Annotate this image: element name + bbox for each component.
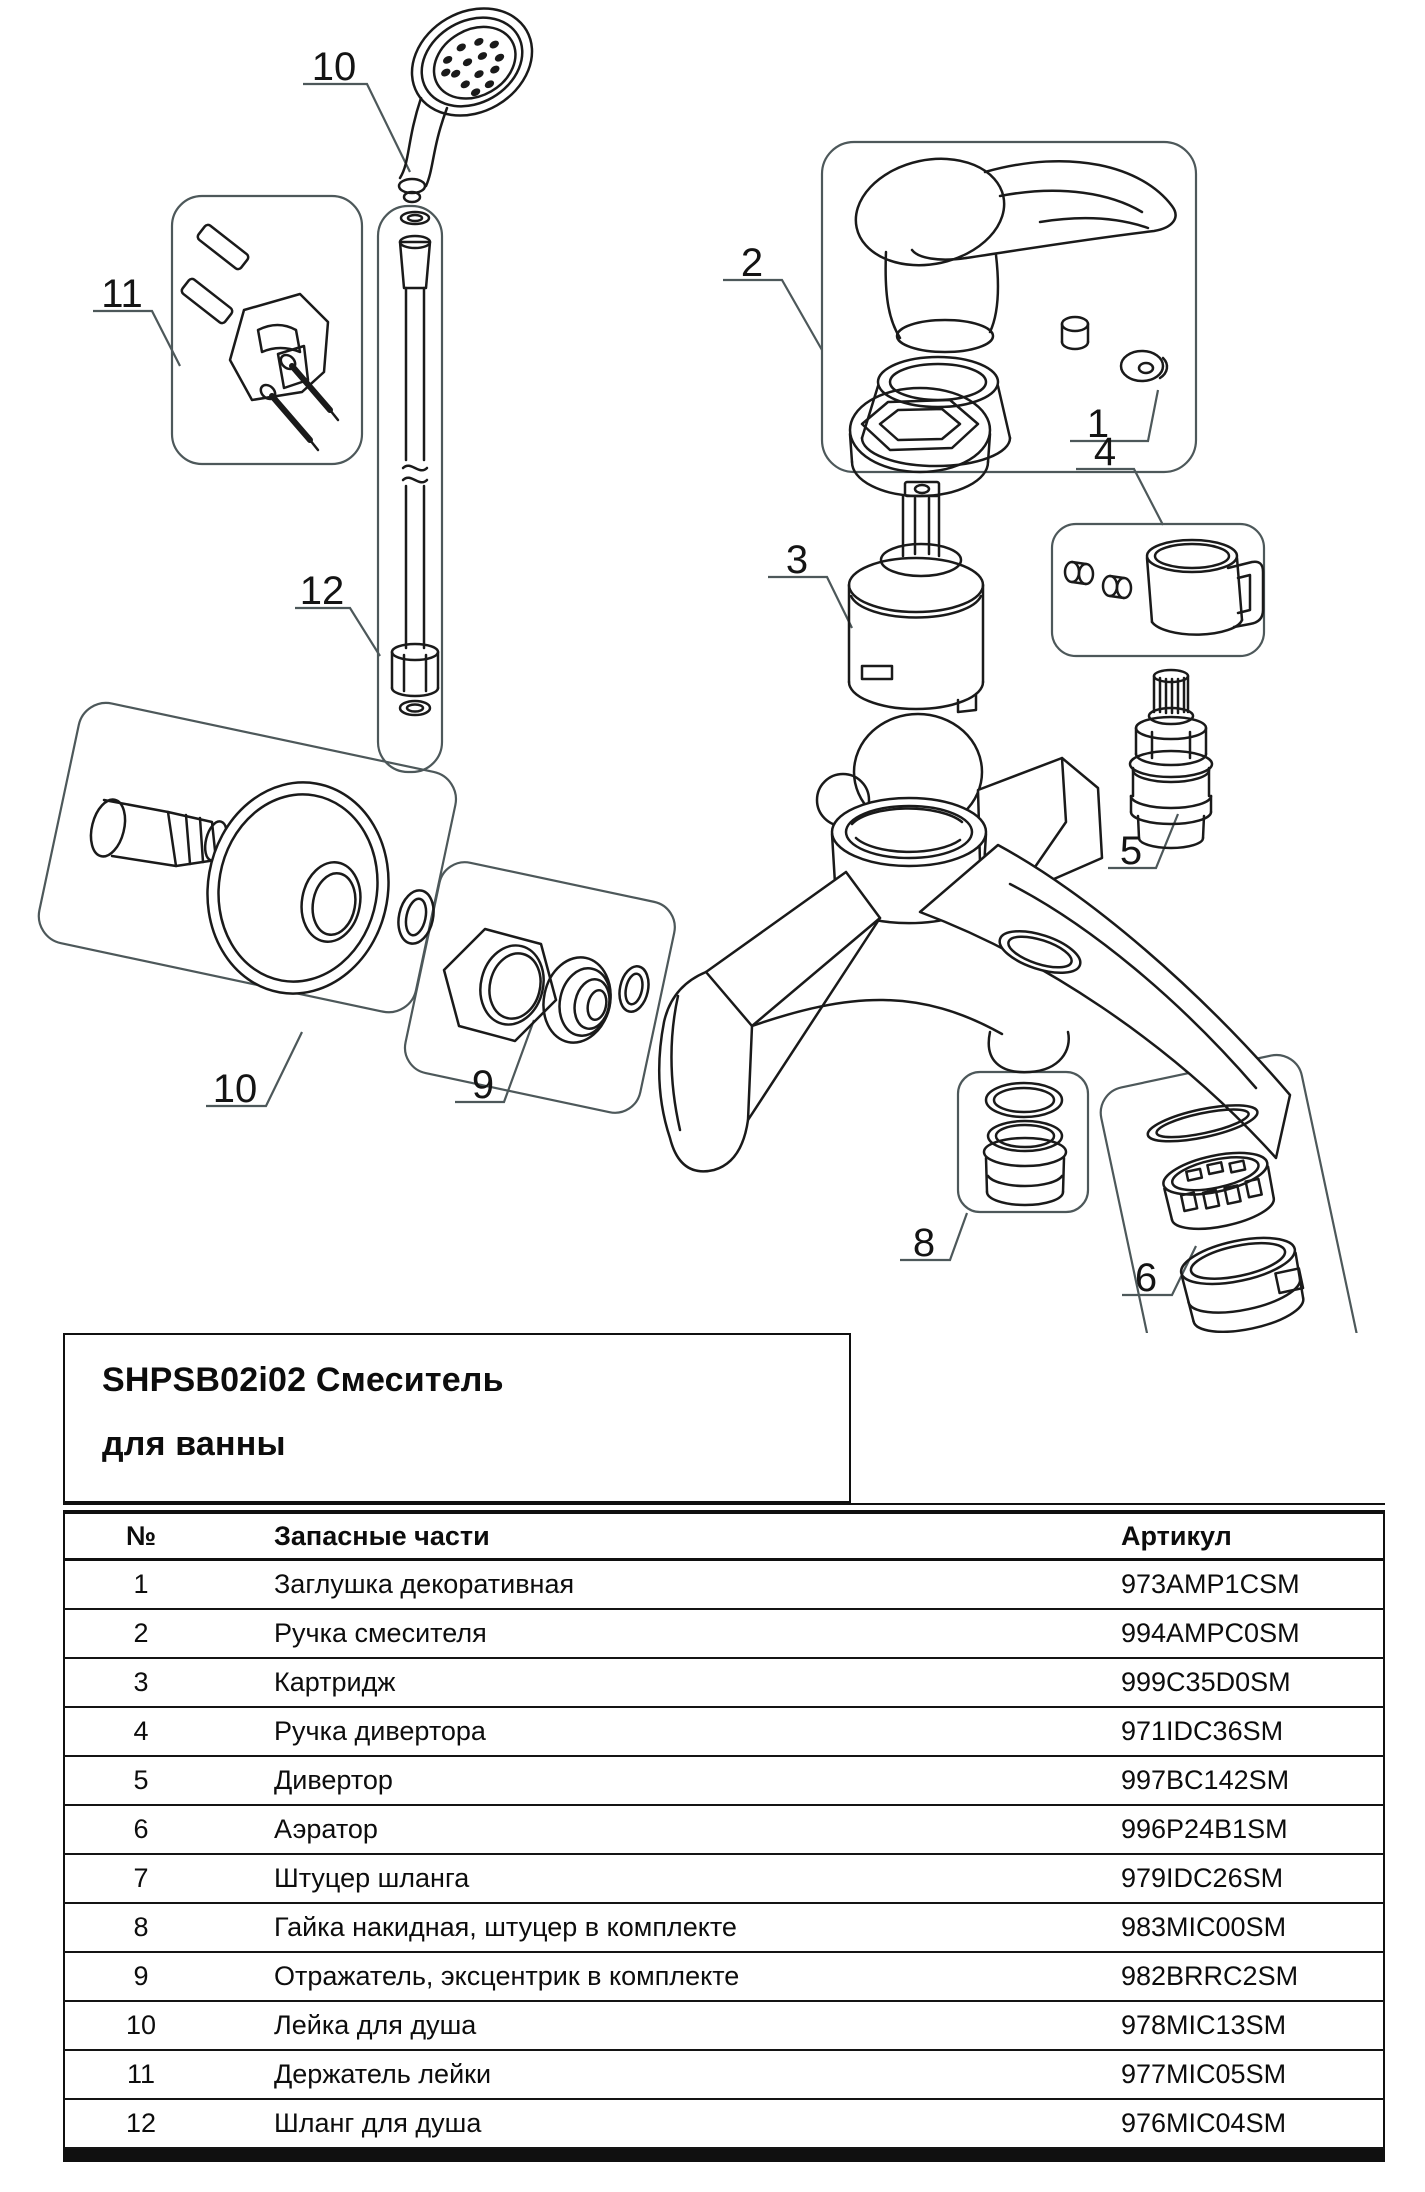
row-name: Аэратор bbox=[274, 1814, 378, 1844]
diverter-handle bbox=[1065, 540, 1263, 635]
row-no: 3 bbox=[133, 1667, 149, 1697]
row-sku: 983MIC00SM bbox=[1121, 1912, 1287, 1942]
aerator-kit bbox=[1145, 1096, 1309, 1333]
callout-box-11 bbox=[172, 196, 362, 464]
table-row bbox=[63, 2051, 1385, 2100]
callout-4: 4 bbox=[1093, 430, 1117, 474]
row-sku: 977MIC05SM bbox=[1121, 2059, 1287, 2089]
row-name: Заглушка декоративная bbox=[274, 1569, 575, 1599]
shower-holder-kit bbox=[180, 223, 338, 450]
shower-head bbox=[392, 0, 551, 202]
table-row bbox=[63, 1904, 1385, 1953]
row-no: 11 bbox=[126, 2059, 156, 2089]
table-row bbox=[63, 1806, 1385, 1855]
callout-box-4 bbox=[1052, 524, 1264, 656]
eccentric-reflector-kit bbox=[85, 768, 438, 1008]
row-name: Гайка накидная, штуцер в комплекте bbox=[274, 1912, 737, 1942]
capnut-fitting-kit bbox=[984, 1083, 1066, 1205]
header-sku: Артикул bbox=[1121, 1520, 1232, 1551]
table-row bbox=[63, 1953, 1385, 2002]
capnut-connector-kit bbox=[444, 929, 652, 1049]
row-no: 4 bbox=[133, 1716, 149, 1746]
row-sku: 997BC142SM bbox=[1121, 1765, 1290, 1795]
row-no: 8 bbox=[133, 1912, 149, 1942]
row-name: Лейка для душа bbox=[274, 2010, 477, 2040]
table-row bbox=[63, 1610, 1385, 1659]
row-no: 5 bbox=[133, 1765, 149, 1795]
callout-6: 6 bbox=[1134, 1256, 1158, 1300]
leader-lines bbox=[93, 84, 1196, 1295]
row-name: Дивертор bbox=[274, 1765, 393, 1795]
row-no: 6 bbox=[133, 1814, 149, 1844]
product-title-line2: для ванны bbox=[102, 1425, 286, 1463]
table-row bbox=[63, 1855, 1385, 1904]
product-title-box bbox=[63, 1333, 851, 1503]
mixer-handle bbox=[846, 146, 1176, 466]
table-bottom-bar bbox=[63, 2149, 1385, 2162]
row-name: Ручка смесителя bbox=[274, 1618, 487, 1648]
callout-9: 9 bbox=[471, 1063, 495, 1107]
header-no: № bbox=[125, 1520, 157, 1551]
table-row bbox=[63, 2100, 1385, 2149]
callout-8: 8 bbox=[912, 1221, 936, 1265]
faucet-body bbox=[659, 714, 1290, 1171]
diverter-valve bbox=[1130, 670, 1212, 848]
callout-10-left: 10 bbox=[212, 1067, 258, 1111]
table-row bbox=[63, 1659, 1385, 1708]
callout-3: 3 bbox=[785, 538, 809, 582]
product-title-line1: SHPSB02i02 Смеситель bbox=[102, 1361, 504, 1399]
callout-5: 5 bbox=[1119, 829, 1143, 873]
callout-box-8 bbox=[958, 1072, 1088, 1212]
row-no: 1 bbox=[133, 1569, 149, 1599]
row-sku: 999C35D0SM bbox=[1121, 1667, 1291, 1697]
row-sku: 973AMP1CSM bbox=[1121, 1569, 1300, 1599]
row-sku: 994AMPC0SM bbox=[1121, 1618, 1300, 1648]
row-name: Держатель лейки bbox=[274, 2059, 492, 2089]
row-name: Штуцер шланга bbox=[274, 1863, 470, 1893]
row-sku: 982BRRC2SM bbox=[1121, 1961, 1299, 1991]
table-row bbox=[63, 2002, 1385, 2051]
callout-11: 11 bbox=[101, 272, 143, 316]
callout-1: 1 bbox=[1086, 402, 1110, 446]
row-no: 10 bbox=[125, 2010, 157, 2040]
callout-12: 12 bbox=[299, 569, 345, 613]
table-row bbox=[63, 1561, 1385, 1610]
row-no: 12 bbox=[125, 2108, 157, 2138]
spare-parts-table bbox=[63, 1503, 1385, 2162]
callout-box-2 bbox=[822, 142, 1196, 472]
row-no: 2 bbox=[133, 1618, 149, 1648]
row-sku: 978MIC13SM bbox=[1121, 2010, 1287, 2040]
row-no: 9 bbox=[133, 1961, 149, 1991]
table-row bbox=[63, 1757, 1385, 1806]
callout-10-top: 10 bbox=[311, 45, 357, 89]
table-header-row bbox=[63, 1514, 1385, 1561]
row-sku: 979IDC26SM bbox=[1121, 1863, 1284, 1893]
row-no: 7 bbox=[133, 1863, 149, 1893]
row-sku: 976MIC04SM bbox=[1121, 2108, 1287, 2138]
shower-hose bbox=[392, 212, 438, 715]
row-sku: 971IDC36SM bbox=[1121, 1716, 1284, 1746]
table-row bbox=[63, 1708, 1385, 1757]
decorative-plug bbox=[1062, 317, 1167, 381]
row-sku: 996P24B1SM bbox=[1121, 1814, 1288, 1844]
cartridge bbox=[849, 482, 983, 712]
row-name: Картридж bbox=[274, 1667, 396, 1697]
row-name: Отражатель, эксцентрик в комплекте bbox=[274, 1961, 740, 1991]
row-name: Ручка дивертора bbox=[274, 1716, 486, 1746]
header-name: Запасные части bbox=[274, 1520, 490, 1551]
callout-box-12 bbox=[378, 206, 442, 772]
row-name: Шланг для душа bbox=[274, 2108, 482, 2138]
callout-2: 2 bbox=[740, 241, 764, 285]
